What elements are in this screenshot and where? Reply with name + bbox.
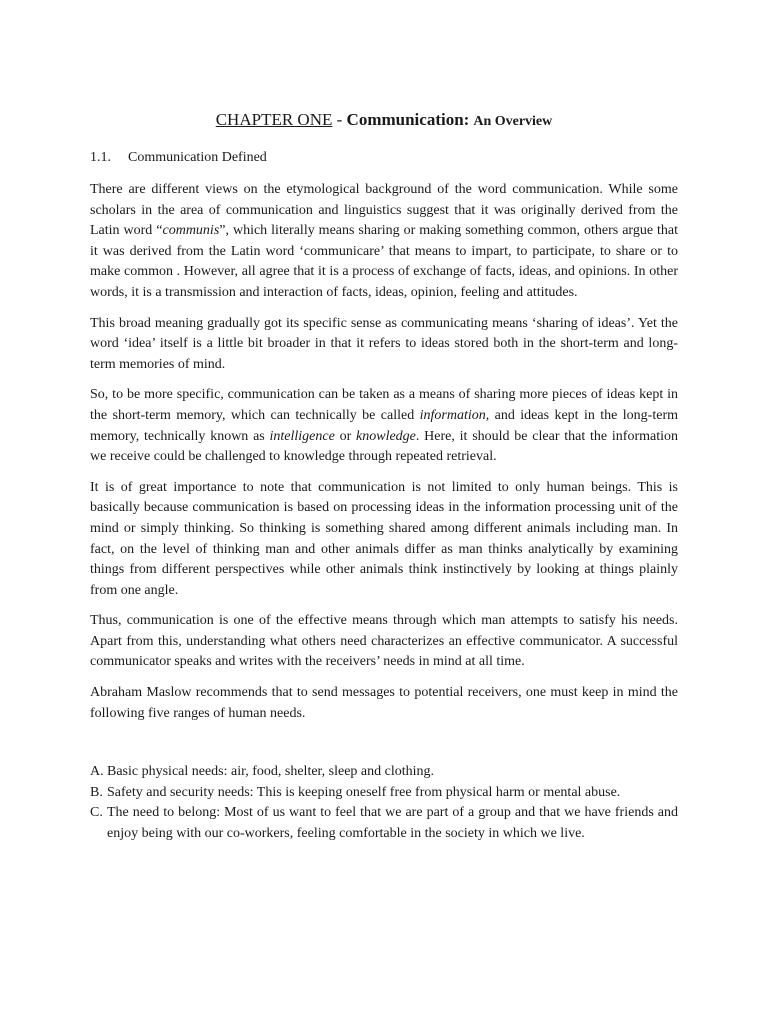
paragraph-text: . Here, it should be clear that the information we receive could be challenged to knowledge through repeated retrieval. [90,428,678,465]
list-item-text: The need to belong: Most of us want to feel that we are part of a group and that we have friends and enjoy being with our co-workers, feeling comfortable in the society in which we live. [107,805,678,842]
list-marker: B. [90,784,103,800]
paragraph-beyond-humans: It is of great importance to note that communication is not limited to only human beings. This is basically because communication is based on processing ideas in the information processing unit of the mind or simply thinking. So thinking is something shared among different animals including man. In fact, on the level of thinking man and other animals differ as man thinks analytically by examining things from different perspectives while other animals think instinctively by looking at things plainly from one angle. [90,479,678,598]
chapter-subtitle: An Overview [473,114,553,129]
paragraph-etymology [90,180,678,304]
paragraph-text: ”, which literally means sharing or making something common, others argue that it was derived from the Latin word ‘communicare’ that means to impart, to participate, to share or to make common . However, all agree that it is a process of exchange of facts, ideas, and opinions. In other words, it is a transmission and interaction of facts, ideas, opinion, feeling and attitudes. [90,223,679,300]
paragraph-text: There are different views on the etymological background of the word communication. While some scholars in the area of communication and linguistics suggest that it was originally derived from the Latin word “ [90,182,678,239]
needs-list [90,762,678,844]
chapter-label: CHAPTER ONE [215,110,333,129]
paragraph-specific-meaning [90,385,678,467]
term-knowledge: knowledge [356,428,416,444]
page-content [90,108,678,845]
paragraph-text: or [334,428,357,444]
paragraph-maslow: Abraham Maslow recommends that to send messages to potential receivers, one must keep in mind the following five ranges of human needs. [90,685,678,721]
list-marker: A. [90,764,104,780]
paragraph-needs: Thus, communication is one of the effective means through which man attempts to satisfy his needs. Apart from this, understanding what others need characterizes an effective communicator. A successful communicator speaks and writes with the receivers’ needs in mind at all time. [90,613,678,670]
section-heading [90,148,678,168]
list-item [90,803,678,844]
list-item-text: Basic physical needs: air, food, shelter, sleep and clothing. [107,764,435,780]
paragraph-text: So, to be more specific, communication can be taken as a means of sharing more pieces of ideas kept in the short-term memory, which can technically be called [90,387,678,423]
term-information: information [419,407,486,423]
title-separator: - [332,110,347,129]
chapter-topic: Communication: [346,110,470,129]
list-item-text: Safety and security needs: This is keeping oneself free from physical harm or mental abuse. [107,784,621,800]
term-intelligence: intelligence [269,428,335,444]
paragraph-text: , and ideas kept in the long-term memory, technically known as [90,407,678,444]
term-communis: communis [162,223,220,239]
list-marker: C. [90,805,103,821]
section-number: 1.1. [90,150,111,165]
list-item [90,762,678,783]
list-item [90,783,678,804]
paragraph-broad-meaning: This broad meaning gradually got its specific sense as communicating means ‘sharing of ideas’. Yet the word ‘idea’ itself is a little bit broader in that it refers to ideas stored both in the short-term and long-term memories of mind. [90,315,678,372]
section-title: Communication Defined [128,150,267,165]
chapter-title [90,108,678,134]
